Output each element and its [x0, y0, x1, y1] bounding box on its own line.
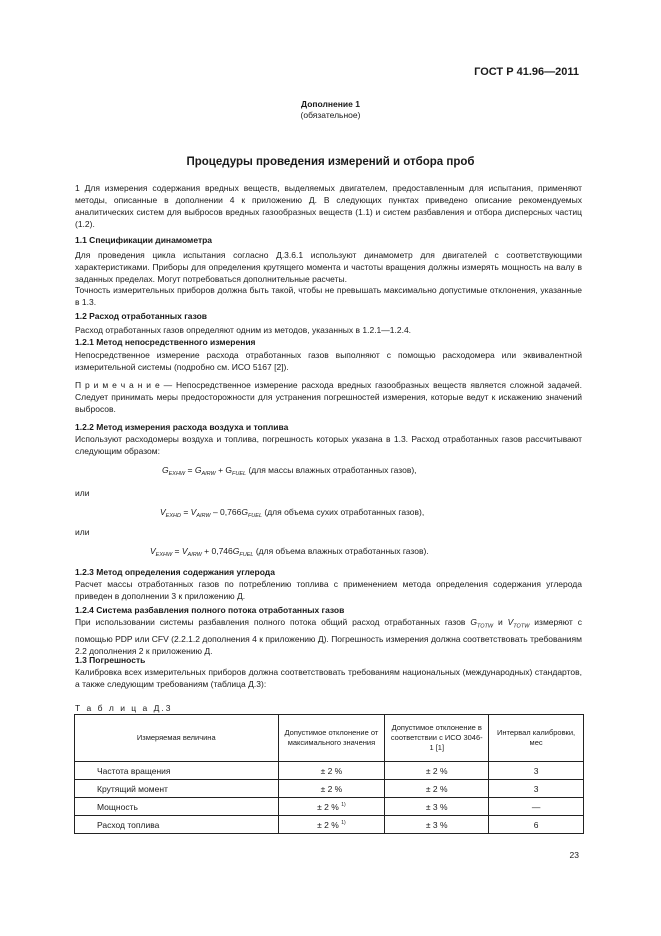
note-paragraph: П р и м е ч а н и е — Непосредственное измерение расхода вредных газообразных веществ является сложной задачей. Следует принимать меры предосторожности для устранения погрешностей измерения, которые ведут к искажению значений выбросов. [75, 380, 582, 414]
paragraph-1-2-2: Используют расходомеры воздуха и топлива, погрешность которых указана в 1.3. Расход отработанных газов рассчитывают следующим образом: [75, 434, 582, 456]
table-header-row [75, 715, 584, 762]
accuracy-table [74, 714, 584, 834]
table-row: Частота вращения ± 2 % ± 2 % 3 [75, 762, 584, 780]
paragraph-1-1-a: Для проведения цикла испытания согласно Д.3.6.1 используют динамометр для двигателей с соответствующими характеристиками. Приборы для определения крутящего момента и частоты вращения должны измерять мощность на валу в заданных пределах. Могут потребоваться дополнительные расчеты. [75, 250, 582, 284]
page-number: 23 [569, 850, 579, 860]
header-iso-deviation: Допустимое отклонение в соответствии с ИСО 3046-1 [1] [385, 715, 489, 762]
heading-1-2-1: 1.2.1 Метод непосредственного измерения [75, 337, 256, 347]
formula-exhd: $V_{EXHD} = V_{AIRW} - 0,766G_{FUEL}$ (для объема сухих отработанных газов), [160, 507, 425, 519]
footnote-marker: 1) [341, 819, 346, 826]
table-row: Крутящий момент ± 2 % ± 2 % 3 [75, 780, 584, 798]
paragraph-intro: 1 Для измерения содержания вредных веществ, выделяемых двигателем, предоставленным для испытания, применяют методы, описанные в дополнении 4 к приложению Д. В следующих пунктах приведено описание рекомендуемых аналитических систем для выбросов вредных газообразных веществ (1.1) и систем разбавления и отбора дисперсных частиц (1.2). [75, 183, 582, 229]
supplement-title: Дополнение 1 [301, 99, 360, 109]
table-row: Расход топлива ± 2 % $^{1)}$ ± 3 % 6 [75, 816, 584, 834]
paragraph-1-1-b: Точность измерительных приборов должна быть такой, чтобы не превышать максимально допустимые отклонения, указанные в 1.3. [75, 285, 582, 307]
supplement-subtitle: (обязательное) [300, 110, 361, 120]
paragraph-1-3: Калибровка всех измерительных приборов должна соответствовать требованиям национальных (международных) стандартов, а также следующим требованиям (таблица Д.3): [75, 667, 582, 689]
footnote-marker: 1) [341, 801, 346, 808]
header-quantity: Измеряемая величина [75, 715, 279, 762]
standard-code: ГОСТ Р 41.96—2011 [474, 66, 579, 78]
paragraph-1-2-3: Расчет массы отработанных газов по потреблению топлива с применением метода определения содержания углерода приведен в дополнении 3 к приложению Д. [75, 579, 582, 601]
or-1: или [75, 488, 90, 498]
heading-1-2-3: 1.2.3 Метод определения содержания углерода [75, 567, 275, 577]
section-title: Процедуры проведения измерений и отбора проб [186, 156, 475, 168]
heading-1-2-2: 1.2.2 Метод измерения расхода воздуха и топлива [75, 422, 289, 432]
or-2: или [75, 527, 90, 537]
formula-exhw: $G_{EXHW} = G_{AIRW} + G_{FUEL}$ (для массы влажных отработанных газов), [162, 465, 417, 477]
formula-exhw-volume: $V_{EXHW} = V_{AIRW} + 0,746G_{FUEL}$ (для объема влажных отработанных газов). [150, 546, 429, 558]
table-caption: Т а б л и ц а Д.3 [75, 703, 173, 713]
header-max-deviation: Допустимое отклонение от максимального значения [278, 715, 385, 762]
heading-1-3: 1.3 Погрешность [75, 655, 146, 665]
header-calibration-interval: Интервал калибровки, мес [489, 715, 584, 762]
heading-1-2: 1.2 Расход отработанных газов [75, 311, 208, 321]
table-row: Мощность ± 2 % $^{1)}$ ± 3 % — [75, 798, 584, 816]
paragraph-1-2-1: Непосредственное измерение расхода отработанных газов выполняют с помощью расходомера или эквивалентной измерительной системы (подробно см. ИСО 5167 [2]). [75, 350, 582, 372]
heading-1-1: 1.1 Спецификации динамометра [75, 235, 213, 245]
paragraph-1-2: Расход отработанных газов определяют одним из методов, указанных в 1.2.1—1.2.4. [75, 325, 412, 335]
paragraph-1-2-4: При использовании системы разбавления полного потока общий расход отработанных газов $G_{TOTW}$ и $V_{TOTW}$ измеряют с помощью PDP или CFV (2.2.1.2 дополнения 4 к приложению Д). Погрешность измерения должна соответствовать требованиям 2.2 дополнения 2 к приложению Д. [75, 617, 582, 656]
heading-1-2-4: 1.2.4 Система разбавления полного потока отработанных газов [75, 605, 345, 615]
